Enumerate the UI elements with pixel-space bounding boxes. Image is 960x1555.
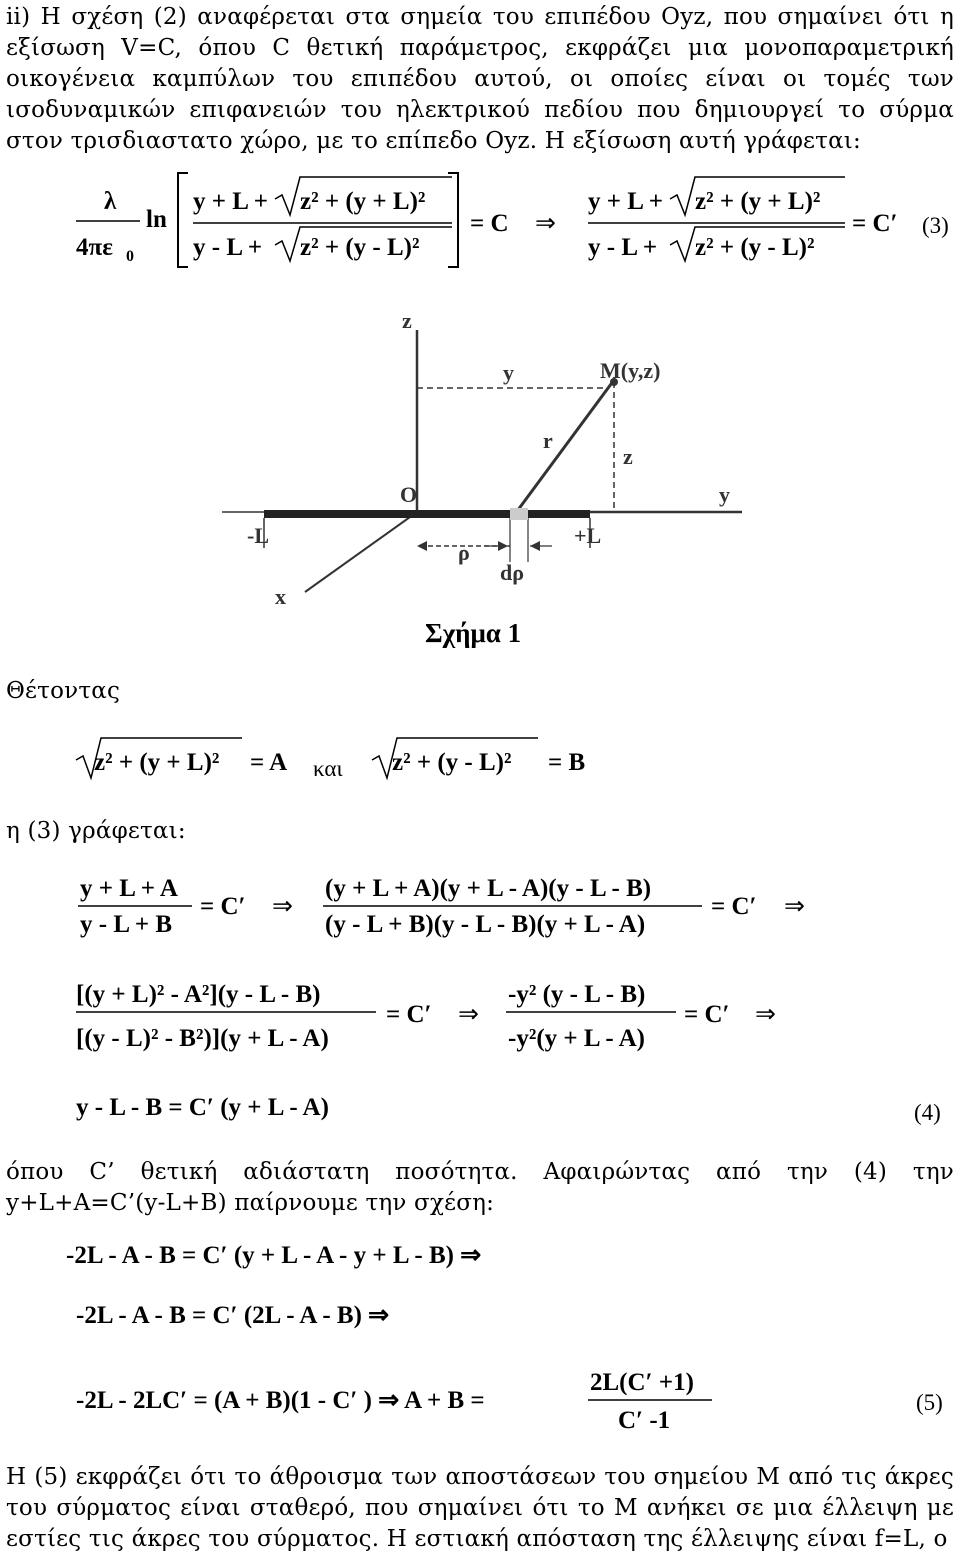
svg-text:⇒: ⇒ bbox=[272, 893, 293, 920]
h3-text: η (3) γράφεται: bbox=[6, 818, 186, 844]
paragraph-2: όπου C’ θετική αδιάστατη ποσότητα. Αφαιρώντας από την (4) την y+L+A=C’(y-L+B) παίρνουμε την σχέση: bbox=[6, 1159, 954, 1216]
figure-1 bbox=[0, 300, 960, 620]
minus-L-label: -L bbox=[247, 523, 269, 548]
plus-L-label: +L bbox=[574, 523, 602, 548]
origin-label: O bbox=[400, 482, 418, 507]
y-projection-label: y bbox=[503, 360, 514, 385]
svg-text:y - L +: y - L + bbox=[588, 234, 658, 261]
svg-text:(y - L + B)(y - L - B)(y + L -: (y - L + B)(y - L - B)(y + L - A) bbox=[325, 911, 646, 938]
svg-text:⇒: ⇒ bbox=[535, 210, 556, 237]
svg-text:y + L +: y + L + bbox=[193, 188, 269, 215]
svg-text:2L(C′ +1): 2L(C′ +1) bbox=[590, 1369, 694, 1396]
svg-text:⇒: ⇒ bbox=[755, 1001, 776, 1028]
svg-text:[(y + L)² - A²](y - L - B): [(y + L)² - A²](y - L - B) bbox=[76, 981, 321, 1008]
svg-text:[(y - L)² - B²)](y + L - A): [(y - L)² - B²)](y + L - A) bbox=[76, 1025, 329, 1052]
x-axis-label: x bbox=[275, 584, 286, 609]
svg-text:z² + (y + L)²: z² + (y + L)² bbox=[695, 188, 821, 215]
svg-text:z² + (y + L)²: z² + (y + L)² bbox=[94, 749, 220, 776]
svg-text:= C′: = C′ bbox=[386, 1001, 432, 1028]
svg-text:= A: = A bbox=[250, 749, 288, 776]
eq4-label: (4) bbox=[914, 1100, 941, 1125]
rho-label: ρ bbox=[458, 540, 470, 565]
z-axis-label: z bbox=[402, 308, 412, 333]
svg-text:= C′: = C′ bbox=[200, 893, 246, 920]
svg-text:y - L +: y - L + bbox=[193, 234, 263, 261]
svg-text:z² + (y - L)²: z² + (y - L)² bbox=[695, 234, 815, 261]
figure-caption: Σχήμα 1 bbox=[425, 618, 522, 648]
svg-text:⇒: ⇒ bbox=[784, 893, 805, 920]
svg-text:y + L + A: y + L + A bbox=[80, 875, 178, 902]
svg-text:C′ -1: C′ -1 bbox=[618, 1407, 671, 1434]
four-pi-eps: 4πε bbox=[76, 234, 113, 261]
svg-text:= C: = C bbox=[470, 210, 509, 237]
point-M-label: M(y,z) bbox=[600, 358, 661, 383]
svg-text:0: 0 bbox=[126, 248, 134, 265]
svg-text:-y² (y - L - B): -y² (y - L - B) bbox=[508, 981, 646, 1008]
z-segment-label: z bbox=[623, 444, 633, 469]
y-axis-label: y bbox=[719, 482, 730, 507]
svg-text:-y²(y + L - A): -y²(y + L - A) bbox=[508, 1025, 646, 1052]
setting-text: Θέτοντας bbox=[6, 678, 121, 704]
equation-line-6 bbox=[0, 1360, 960, 1440]
equation-line-1 bbox=[0, 866, 960, 946]
svg-text:= C′: = C′ bbox=[852, 210, 898, 237]
equation-line-5: -2L - A - B = C′ (2L - A - B) ⇒ bbox=[76, 1302, 390, 1329]
eq5-label: (5) bbox=[916, 1390, 943, 1415]
definitions-A-B bbox=[0, 730, 960, 790]
eq3-label: (3) bbox=[922, 213, 949, 238]
svg-text:z² + (y - L)²: z² + (y - L)² bbox=[300, 234, 420, 261]
svg-text:(y + L + A)(y + L - A)(y - L -: (y + L + A)(y + L - A)(y - L - B) bbox=[325, 875, 652, 902]
drho-label: dρ bbox=[500, 560, 525, 585]
lambda: λ bbox=[104, 188, 117, 215]
svg-text:y - L + B: y - L + B bbox=[80, 911, 173, 938]
svg-text:z² + (y + L)²: z² + (y + L)² bbox=[300, 188, 426, 215]
equation-4: y - L - B = C′ (y + L - A) bbox=[76, 1094, 329, 1121]
svg-text:-2L - 2LC′ = (A + B)(1 - C′ ): -2L - 2LC′ = (A + B)(1 - C′ ) ⇒ A + B = bbox=[76, 1387, 485, 1414]
r-label: r bbox=[543, 428, 553, 453]
svg-text:z² + (y - L)²: z² + (y - L)² bbox=[392, 749, 512, 776]
svg-text:= C′: = C′ bbox=[711, 893, 757, 920]
equation-3 bbox=[0, 165, 960, 270]
svg-text:⇒: ⇒ bbox=[458, 1001, 479, 1028]
intro-paragraph: ii) Η σχέση (2) αναφέρεται στα σημεία του επιπέδου Oyz, που σημαίνει ότι η εξίσωση V=C, όπου C θετική παράμετρος, εκφράζει μια μονοπαραμετρική οικογένεια καμπύλων του επιπέδου αυτού, οι οποίες είναι οι τομές των ισοδυναμικών επιφανειών του ηλεκτρικού πεδίου που δημιουργεί το σύρμα στον τρισδιαστατο χώρο, με το επίπεδο Oyz. Η εξίσωση αυτή γράφεται: bbox=[6, 4, 954, 154]
svg-text:= B: = B bbox=[548, 749, 586, 776]
svg-text:= C′: = C′ bbox=[684, 1001, 730, 1028]
svg-text:και: και bbox=[313, 756, 343, 781]
equation-line-2 bbox=[0, 968, 960, 1058]
equation-line-4: -2L - A - B = C′ (y + L - A - y + L - B) ⇒ bbox=[66, 1242, 482, 1269]
svg-text:y + L +: y + L + bbox=[588, 188, 664, 215]
ln: ln bbox=[146, 206, 167, 233]
paragraph-3: Η (5) εκφράζει ότι το άθροισμα των αποστάσεων του σημείου M από τις άκρες του σύρματος είναι σταθερό, που σημαίνει ότι το M ανήκει σε μια έλλειψη με εστίες τις άκρες του σύρματος. Η εστιακή απόσταση της έλλειψης είναι f=L, ο bbox=[6, 1464, 954, 1552]
